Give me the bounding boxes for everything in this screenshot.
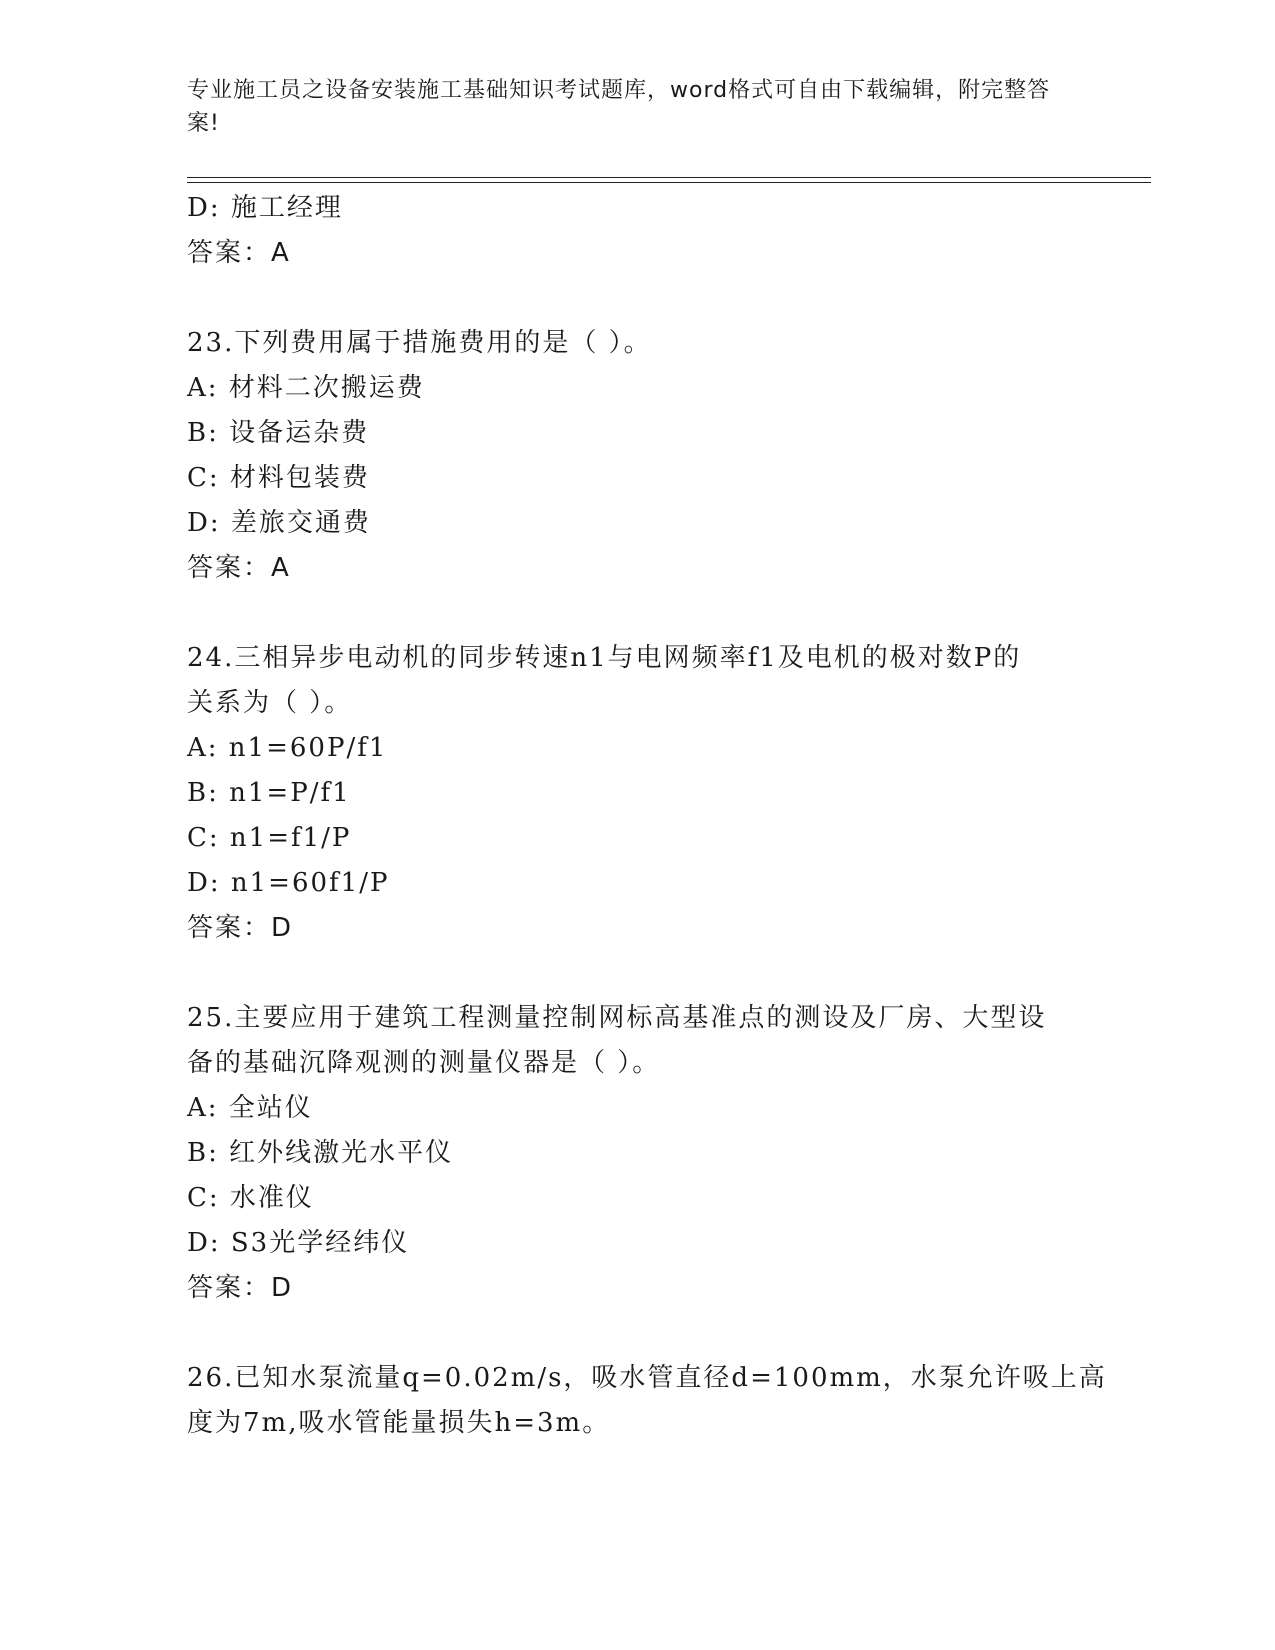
question-stem-line-2: 度为7m,吸水管能量损失h=3m。 bbox=[187, 1408, 611, 1438]
question-25 bbox=[187, 996, 1087, 1311]
answer-line: 答案：A bbox=[187, 238, 291, 268]
header-rule-top bbox=[187, 177, 1151, 178]
answer-line: 答案：D bbox=[187, 913, 294, 943]
header-title: 专业施工员之设备安装施工基础知识考试题库，word格式可自由下载编辑，附完整答案! bbox=[187, 78, 1051, 136]
option-c: C: 材料包装费 bbox=[187, 463, 370, 493]
option-a: A: n1=60P/f1 bbox=[187, 733, 388, 763]
question-26 bbox=[187, 1356, 1107, 1446]
question-stem: 23.下列费用属于措施费用的是（ ）。 bbox=[187, 328, 652, 358]
option-c: C: 水准仪 bbox=[187, 1183, 314, 1213]
option-d: D: S3光学经纬仪 bbox=[187, 1228, 410, 1258]
option-b: B: 红外线激光水平仪 bbox=[187, 1138, 454, 1168]
document-header bbox=[187, 74, 1067, 140]
option-a: A: 全站仪 bbox=[187, 1093, 313, 1123]
option-b: B: 设备运杂费 bbox=[187, 418, 370, 448]
answer-line: 答案：A bbox=[187, 553, 291, 583]
option-d: D: n1=60f1/P bbox=[187, 868, 390, 898]
option-c: C: n1=f1/P bbox=[187, 823, 352, 853]
question-list bbox=[187, 186, 1107, 1446]
question-24 bbox=[187, 636, 1087, 951]
option-b: B: n1=P/f1 bbox=[187, 778, 351, 808]
header-rule-bottom bbox=[187, 182, 1151, 183]
question-stem-line-1: 26.已知水泵流量q=0.02m/s，吸水管直径d=100mm，水泵允许吸上高 bbox=[187, 1363, 1107, 1393]
option-a: A: 材料二次搬运费 bbox=[187, 373, 425, 403]
question-stem-line-2: 关系为（ ）。 bbox=[187, 688, 353, 718]
question-23 bbox=[187, 321, 1087, 591]
question-stem-line-1: 25.主要应用于建筑工程测量控制网标高基准点的测设及厂房、大型设 bbox=[187, 1003, 1047, 1033]
option-d: D: 施工经理 bbox=[187, 193, 343, 223]
answer-line: 答案：D bbox=[187, 1273, 294, 1303]
question-22-continuation bbox=[187, 186, 1087, 276]
question-stem-line-2: 备的基础沉降观测的测量仪器是（ ）。 bbox=[187, 1048, 661, 1078]
question-stem-line-1: 24.三相异步电动机的同步转速n1与电网频率f1及电机的极对数P的 bbox=[187, 643, 1022, 673]
option-d: D: 差旅交通费 bbox=[187, 508, 371, 538]
